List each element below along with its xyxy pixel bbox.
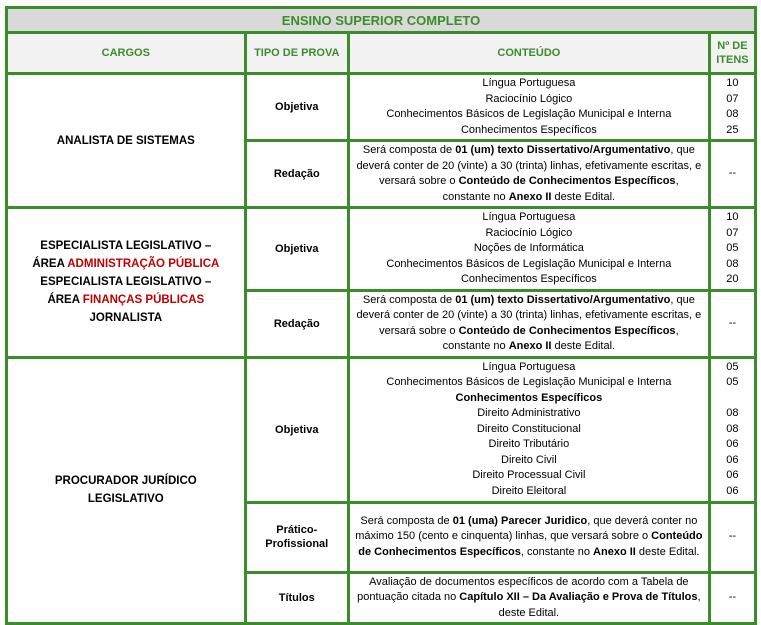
item-count: 08 [726,108,739,120]
itens-redacao: -- [709,141,755,208]
cargo-procurador-juridico: PROCURADOR JURÍDICO LEGISLATIVO [7,357,246,624]
conteudo-objetiva-list [348,74,709,141]
table-title: ENSINO SUPERIOR COMPLETO [7,8,756,33]
conteudo-item: Conhecimentos Específicos [460,123,597,136]
item-count: 10 [726,77,739,89]
itens-objetiva-list [709,208,755,291]
itens-titulos: -- [709,572,755,624]
tipo-titulos: Títulos [245,572,348,624]
item-count: 07 [726,226,739,239]
conteudo-item: Direito Tributário [488,438,570,451]
conteudo-item: Direito Civil [501,453,557,466]
table-row [7,357,756,502]
tipo-pratico-profissional: Prático- Profissional [245,502,348,572]
conteudo-titulos: Avaliação de documentos específicos de acordo com a Tabela de pontuação citada no Capítulo XII – Da Avaliação e Prova de Títulos, deste Edital. [348,572,709,624]
itens-objetiva-list [709,357,755,502]
cargo-especialista-jornalista [7,208,246,358]
item-count: 06 [726,453,739,466]
conteudo-item: Conhecimentos Básicos de Legislação Municipal e Interna [386,257,672,270]
cargo-analista-de-sistemas: ANALISTA DE SISTEMAS [7,74,246,208]
item-count: 08 [726,257,739,270]
conteudo-item: Raciocínio Lógico [485,226,573,239]
conteudo-item: Direito Administrativo [477,407,581,420]
header-cargos: CARGOS [7,33,246,74]
table-row [7,208,756,291]
header-tipo-de-prova: TIPO DE PROVA [245,33,348,74]
cargo-especialista-fin: ESPECIALISTA LEGISLATIVO – ÁREA FINANÇAS PÚBLICAS [40,276,212,307]
item-count: 20 [726,273,739,285]
tipo-objetiva: Objetiva [245,74,348,141]
tipo-redacao: Redação [245,141,348,208]
item-count: 06 [726,484,739,497]
itens-redacao: -- [709,290,755,357]
tipo-objetiva: Objetiva [245,357,348,502]
conteudo-item: Conhecimentos Específicos [460,273,597,285]
tipo-objetiva: Objetiva [245,208,348,291]
item-count: 06 [726,438,739,451]
cargo-jornalista: JORNALISTA [89,312,163,325]
item-count: 25 [726,123,739,136]
item-count: 07 [726,92,739,105]
conteudo-redacao: Será composta de 01 (um) texto Dissertativo/Argumentativo, que deverá conter de 20 (vinte) a 30 (trinta) linhas, efetivamente escritas, e versará sobre o Conteúdo de Conhecimentos Específicos, constante no Anexo II deste Edital. [348,290,709,357]
conteudo-objetiva-list [348,208,709,291]
header-conteudo: CONTEÚDO [348,33,709,74]
item-count: 05 [726,242,739,254]
itens-pratico-profissional: -- [709,502,755,572]
conteudo-item: Língua Portuguesa [482,360,576,373]
item-count: 06 [726,469,739,482]
conteudo-item: Direito Eleitoral [491,484,567,497]
conteudo-item: Conhecimentos Básicos de Legislação Municipal e Interna [386,376,672,389]
conteudo-item: Direito Processual Civil [472,469,586,482]
conteudo-item: Língua Portuguesa [482,211,576,223]
conteudo-item: Conhecimentos Básicos de Legislação Municipal e Interna [386,108,672,120]
conteudo-pratico-profissional: Será composta de 01 (uma) Parecer Juridico, que deverá conter no máximo 150 (cento e cinquenta) linhas, que versará sobre o Conteúdo de Conhecimentos Específicos, constante no Anexo II deste Edital. [348,502,709,572]
conteudo-item-heading: Conhecimentos Específicos [455,391,603,404]
item-count: 05 [726,360,739,373]
item-count: 05 [726,376,739,389]
item-count: 08 [726,422,739,435]
conteudo-objetiva-list [348,357,709,502]
item-count: 10 [726,211,739,223]
conteudo-item: Língua Portuguesa [482,77,576,89]
conteudo-redacao: Será composta de 01 (um) texto Dissertativo/Argumentativo, que deverá conter de 20 (vinte) a 30 (trinta) linhas, efetivamente escritas, e versará sobre o Conteúdo de Conhecimentos Específicos, constante no Anexo II deste Edital. [348,141,709,208]
header-numero-itens: Nº DE ITENS [709,33,755,74]
exam-content-table [5,6,757,625]
conteudo-item: Raciocínio Lógico [485,92,573,105]
item-count: 08 [726,407,739,420]
conteudo-item: Direito Constitucional [476,422,581,435]
tipo-redacao: Redação [245,290,348,357]
item-count [711,391,754,407]
conteudo-item: Noções de Informática [473,242,584,254]
itens-objetiva-list [709,74,755,141]
table-row [7,74,756,141]
cargo-especialista-adm: ESPECIALISTA LEGISLATIVO – ÁREA ADMINISTRAÇÃO PÚBLICA [32,240,220,271]
